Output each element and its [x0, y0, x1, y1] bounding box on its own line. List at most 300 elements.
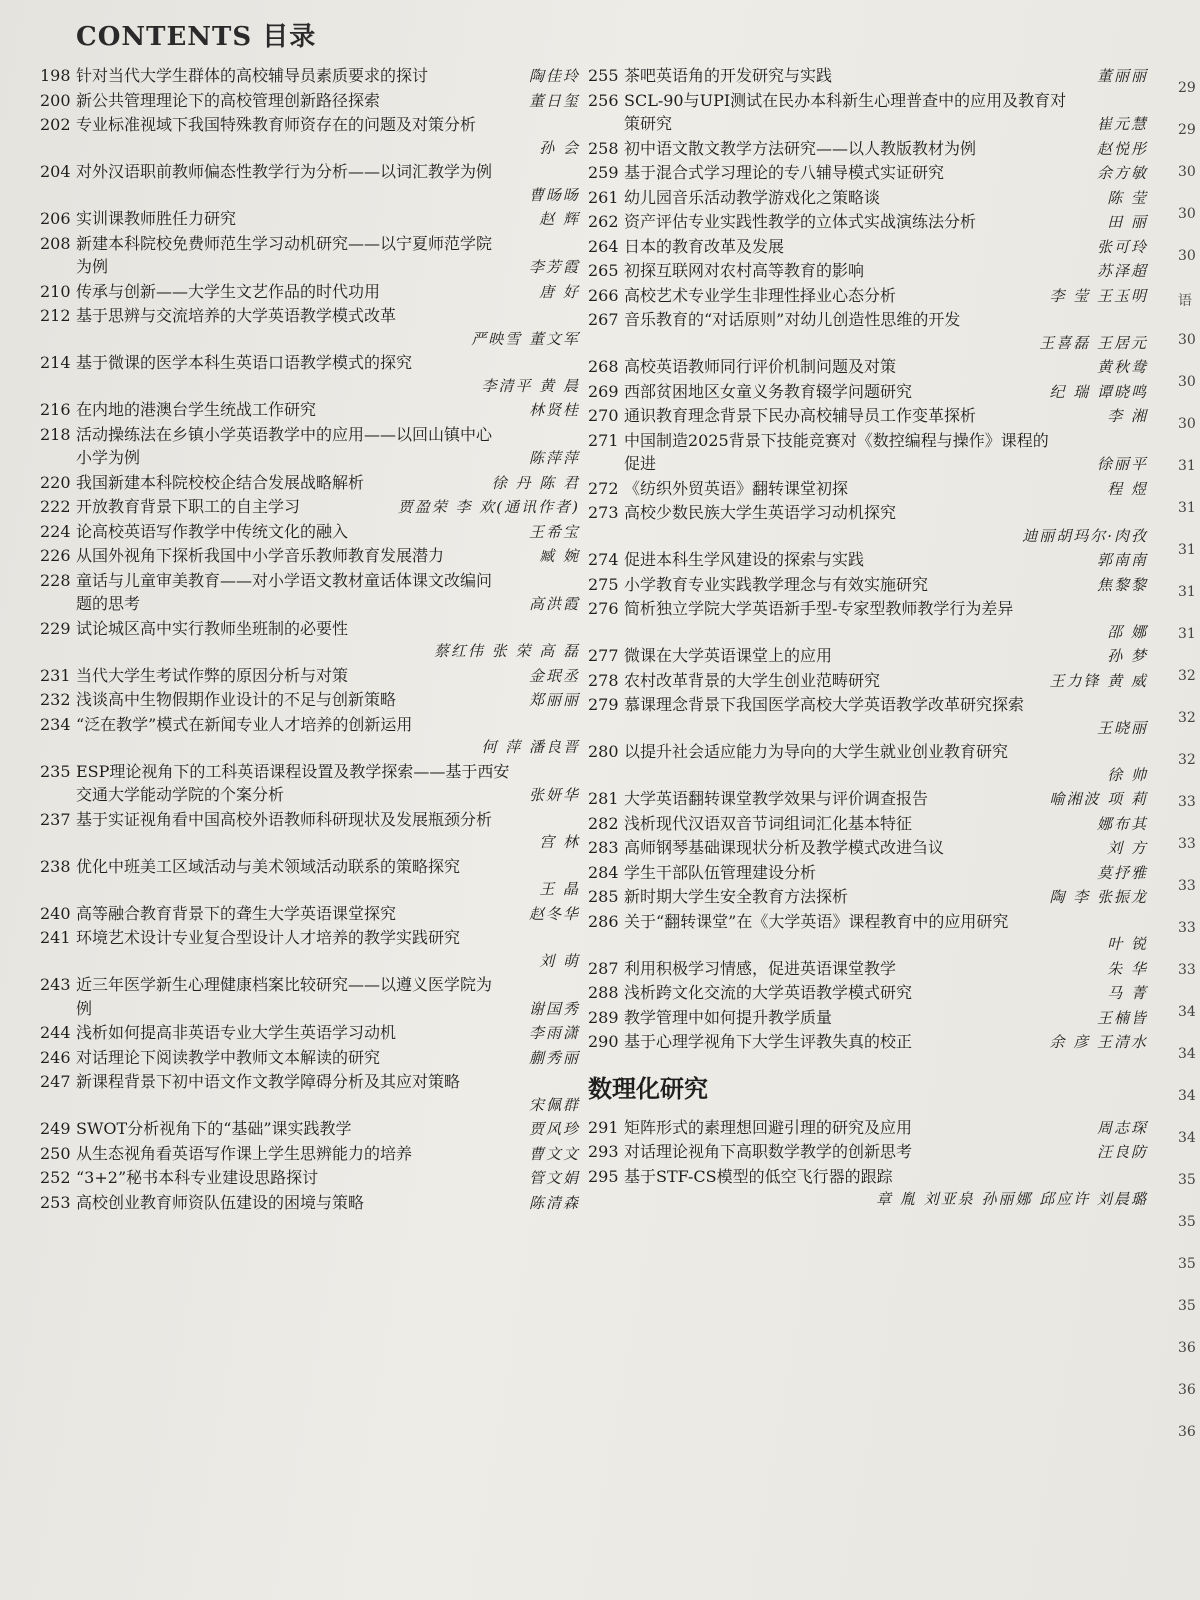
- toc-entry: [588, 787, 1148, 812]
- entry-author: 郑丽丽: [528, 691, 580, 709]
- entry-title: 高校少数民族大学生英语学习动机探究: [624, 503, 897, 522]
- entry-author: 焦黎黎: [1096, 575, 1148, 594]
- edge-fragment: 29: [1178, 122, 1196, 138]
- entry-title: 关于“翻转课堂”在《大学英语》课程教育中的应用研究: [624, 911, 1009, 931]
- edge-fragment: 32: [1178, 668, 1196, 684]
- page-number: 240: [40, 903, 71, 923]
- entry-title: 基于混合式学习理论的专八辅导模式实证研究: [624, 163, 945, 182]
- entry-author: 孙 会: [539, 138, 580, 157]
- toc-entry: [588, 1006, 1148, 1031]
- contents-header: CONTENTS 目录: [76, 22, 317, 52]
- page-number: 212: [40, 306, 71, 325]
- edge-fragment: 35: [1178, 1298, 1196, 1314]
- toc-entry: [40, 1142, 580, 1167]
- entry-author: 徐 丹 陈 君: [491, 473, 580, 492]
- page-number: 266: [588, 285, 619, 305]
- edge-fragment: 30: [1178, 206, 1196, 222]
- page-number: 235: [40, 761, 71, 781]
- entry-author: 邵 娜: [1107, 622, 1148, 641]
- page-number: 210: [40, 281, 71, 301]
- entry-author: 孙 梦: [1107, 647, 1148, 665]
- edge-fragment: 34: [1178, 1046, 1196, 1062]
- edge-fragment: 31: [1178, 584, 1196, 600]
- toc-entry: [588, 573, 1148, 598]
- entry-author: 唐 好: [539, 282, 580, 301]
- entry-author: 曹旸旸: [528, 185, 580, 204]
- page-number: 278: [588, 670, 619, 690]
- entry-title: 近三年医学新生心理健康档案比较研究——以遵义医学院为: [76, 975, 493, 994]
- toc-entry: [40, 64, 580, 89]
- entry-title: 论高校英语写作教学中传统文化的融入: [76, 521, 349, 541]
- toc-entry: [40, 520, 580, 545]
- toc-entry: [588, 740, 1148, 787]
- entry-title: 实训课教师胜任力研究: [76, 209, 237, 228]
- page-number: 253: [40, 1192, 71, 1212]
- entry-author: 田 丽: [1107, 213, 1148, 231]
- toc-entry: [40, 1021, 580, 1046]
- entry-title: 在内地的港澳台学生统战工作研究: [76, 400, 317, 419]
- page-number: 198: [40, 66, 71, 85]
- entry-title: 促进本科生学风建设的探索与实践: [624, 550, 865, 569]
- entry-title-continued: 交通大学能动学院的个案分析: [76, 785, 285, 804]
- toc-entry: [588, 957, 1148, 982]
- page-number: 271: [588, 430, 619, 450]
- entry-title: 基于实证视角看中国高校外语教师科研现状及发展瓶颈分析: [76, 809, 493, 829]
- entry-title: 慕课理念背景下我国医学高校大学英语教学改革研究探索: [624, 695, 1025, 714]
- edge-fragment: 34: [1178, 1130, 1196, 1146]
- entry-title: 农村改革背景的大学生创业范畴研究: [624, 670, 881, 690]
- toc-entry: [588, 693, 1148, 740]
- entry-author: 王 晶: [539, 880, 580, 898]
- entry-title: 对话理论下阅读教学中教师文本解读的研究: [76, 1047, 381, 1067]
- entry-title: 高师钢琴基础课现状分析及教学模式改进刍议: [624, 838, 945, 857]
- entry-title-continued: 促进: [624, 454, 657, 473]
- edge-fragment: 30: [1178, 164, 1196, 180]
- entry-title: 优化中班美工区域活动与美术领域活动联系的策略探究: [76, 856, 461, 876]
- entry-title: 活动操练法在乡镇小学英语教学中的应用——以回山镇中心: [76, 424, 493, 444]
- entry-author: 臧 婉: [539, 547, 580, 565]
- entry-title: 初中语文散文教学方法研究——以人教版教材为例: [624, 138, 977, 158]
- entry-author: 曹文文: [528, 1144, 580, 1163]
- entry-author: 陈萍萍: [528, 449, 580, 467]
- toc-entry: [588, 1116, 1148, 1141]
- entry-title: 初探互联网对农村高等教育的影响: [624, 261, 865, 280]
- section-title: 数理化研究: [588, 1074, 708, 1103]
- entry-author: 陈清森: [528, 1193, 580, 1212]
- toc-entry: [40, 471, 580, 496]
- page-number: 255: [588, 66, 619, 85]
- page-number: 220: [40, 472, 71, 492]
- toc-entry: [40, 760, 580, 808]
- toc-entry: [588, 812, 1148, 837]
- toc-entry: [40, 113, 580, 160]
- entry-author: 余 彦 王清水: [1049, 1033, 1148, 1051]
- page-number: 262: [588, 212, 619, 231]
- entry-author: 徐 帅: [1107, 765, 1148, 784]
- contents-right-column: [588, 64, 1148, 1212]
- contents-left-column: [40, 64, 580, 1215]
- toc-entry: [588, 210, 1148, 235]
- entry-title: 《纺织外贸英语》翻转课堂初探: [624, 478, 849, 498]
- toc-entry: [40, 1191, 580, 1216]
- entry-author: 郭南南: [1096, 551, 1148, 569]
- toc-entry: [588, 477, 1148, 502]
- edge-fragment: 语: [1178, 293, 1192, 309]
- entry-title: 音乐教育的“对话原则”对幼儿创造性思维的开发: [624, 310, 961, 329]
- entry-title: 基于微课的医学本科生英语口语教学模式的探究: [76, 353, 413, 372]
- entry-title: 环境艺术设计专业复合型设计人才培养的教学实践研究: [76, 928, 461, 947]
- page-number: 247: [40, 1072, 71, 1091]
- entry-title: 开放教育背景下职工的自主学习: [76, 497, 301, 516]
- edge-fragment: 33: [1178, 836, 1196, 852]
- entry-author: 李雨潇: [528, 1024, 580, 1042]
- edge-fragment: 32: [1178, 752, 1196, 768]
- entry-author: 李芳霞: [528, 258, 580, 276]
- entry-author: 王楠皆: [1096, 1008, 1148, 1027]
- page-number: 274: [588, 550, 619, 569]
- entry-title: 新公共管理理论下的高校管理创新路径探索: [76, 90, 381, 110]
- toc-entry: [588, 355, 1148, 380]
- toc-entry: [40, 89, 580, 114]
- entry-author: 程 煜: [1107, 479, 1148, 498]
- toc-entry: [588, 259, 1148, 284]
- toc-entry: [588, 64, 1148, 89]
- toc-entry: [40, 713, 580, 760]
- entry-author: 迪丽胡玛尔·肉孜: [1022, 526, 1148, 545]
- toc-entry: [40, 855, 580, 902]
- edge-fragment: 30: [1178, 374, 1196, 390]
- page-number: 289: [588, 1007, 619, 1027]
- entry-author: 黄秋鸯: [1096, 358, 1148, 376]
- page-number: 252: [40, 1168, 71, 1187]
- entry-title: 小学教育专业实践教学理念与有效实施研究: [624, 574, 929, 594]
- entry-title-continued: 策研究: [624, 114, 673, 133]
- toc-entry: [40, 351, 580, 398]
- entry-title: 矩阵形式的素理想回避引理的研究及应用: [624, 1117, 913, 1137]
- toc-entry: [40, 1046, 580, 1071]
- page-number: 270: [588, 406, 619, 425]
- page-number: 265: [588, 261, 619, 280]
- entry-title: SCL-90与UPI测试在民办本科新生心理普查中的应用及教育对: [624, 90, 1067, 110]
- edge-fragment: 33: [1178, 920, 1196, 936]
- entry-author: 徐丽平: [1096, 455, 1148, 473]
- entry-title: 对外汉语职前教师偏态性教学行为分析——以词汇教学为例: [76, 162, 493, 181]
- toc-entry: [588, 235, 1148, 260]
- entry-title: 试论城区高中实行教师坐班制的必要性: [76, 618, 349, 638]
- edge-fragment: 34: [1178, 1088, 1196, 1104]
- toc-entry: [588, 1165, 1148, 1212]
- entry-title: 传承与创新——大学生文艺作品的时代功用: [76, 281, 381, 301]
- entry-author: 汪良防: [1096, 1143, 1148, 1161]
- toc-entry: [40, 423, 580, 471]
- toc-entry: [588, 404, 1148, 429]
- page-number: 218: [40, 424, 71, 444]
- entry-title: “泛在教学”模式在新闻专业人才培养的创新运用: [76, 714, 413, 734]
- entry-title: 新建本科院校免费师范生学习动机研究——以宁夏师范学院: [76, 233, 493, 253]
- page-number: 283: [588, 838, 619, 857]
- edge-fragment: 29: [1178, 80, 1196, 96]
- page-number: 200: [40, 90, 71, 110]
- entry-title: 高校艺术专业学生非理性择业心态分析: [624, 285, 897, 305]
- toc-entry: [40, 280, 580, 305]
- toc-entry: [588, 981, 1148, 1006]
- page-number: 208: [40, 233, 71, 253]
- entry-title: 利用积极学习情感，促进英语课堂教学: [624, 958, 897, 978]
- toc-entry: [40, 207, 580, 232]
- entry-title: 对话理论视角下高职数学教学的创新思考: [624, 1142, 913, 1161]
- toc-entry: [40, 304, 580, 351]
- entry-author: 刘 方: [1107, 839, 1148, 857]
- page-number: 258: [588, 138, 619, 158]
- entry-title: 大学英语翻转课堂教学效果与评价调查报告: [624, 789, 929, 808]
- entry-author: 娜布其: [1096, 814, 1148, 833]
- toc-entry: [588, 1030, 1148, 1055]
- edge-fragment: 31: [1178, 542, 1196, 558]
- edge-fragment: 36: [1178, 1382, 1196, 1398]
- entry-title: 从生态视角看英语写作课上学生思辨能力的培养: [76, 1143, 413, 1163]
- entry-title: 浅析现代汉语双音节词组词汇化基本特征: [624, 813, 913, 833]
- toc-entry: [588, 161, 1148, 186]
- page-number: 268: [588, 357, 619, 376]
- entry-author: 张可玲: [1096, 237, 1148, 256]
- entry-author: 章 胤 刘亚泉 孙丽娜 邱应许 刘晨璐: [876, 1190, 1148, 1208]
- entry-title: 茶吧英语角的开发研究与实践: [624, 66, 833, 85]
- entry-title: 基于思辨与交流培养的大学英语教学模式改革: [76, 306, 397, 325]
- page-number: 272: [588, 478, 619, 498]
- toc-entry: [40, 1117, 580, 1142]
- entry-author: 王力锋 黄 威: [1049, 671, 1148, 690]
- toc-entry: [40, 232, 580, 280]
- entry-author: 赵冬华: [528, 904, 580, 923]
- toc-entry: [588, 380, 1148, 405]
- page-number: 280: [588, 742, 619, 761]
- page-number: 241: [40, 928, 71, 947]
- page-number: 224: [40, 521, 71, 541]
- page-number: 256: [588, 90, 619, 110]
- entry-author: 叶 锐: [1107, 935, 1148, 953]
- toc-entry: [40, 544, 580, 569]
- entry-title: 浅谈高中生物假期作业设计的不足与创新策略: [76, 690, 397, 709]
- page-number: 226: [40, 546, 71, 565]
- page-number: 273: [588, 503, 619, 522]
- entry-author: 蔡红伟 张 荣 高 磊: [433, 642, 580, 660]
- entry-title: 专业标准视域下我国特殊教育师资存在的问题及对策分析: [76, 115, 477, 134]
- entry-author: 崔元慧: [1096, 115, 1148, 133]
- toc-entry: [40, 926, 580, 973]
- entry-title-continued: 为例: [76, 257, 109, 276]
- entry-author: 陈 莹: [1107, 188, 1148, 207]
- entry-author: 余方敏: [1096, 164, 1148, 182]
- entry-author: 宋佩群: [528, 1095, 580, 1114]
- entry-author: 纪 瑞 谭晓鸣: [1049, 382, 1148, 401]
- entry-title: 教学管理中如何提升教学质量: [624, 1007, 833, 1027]
- page-number: 204: [40, 162, 71, 181]
- entry-title: 学生干部队伍管理建设分析: [624, 862, 817, 882]
- page-number: 234: [40, 714, 71, 734]
- page-number: 282: [588, 813, 619, 833]
- page-number: 295: [588, 1166, 619, 1186]
- toc-entry: [40, 398, 580, 423]
- entry-author: 陶 李 张振龙: [1049, 888, 1148, 906]
- entry-author: 赵 辉: [539, 210, 580, 228]
- toc-entry: [588, 137, 1148, 162]
- entry-title: 简析独立学院大学英语新手型-专家型教师教学行为差异: [624, 599, 1014, 618]
- page-number: 246: [40, 1047, 71, 1067]
- entry-author: 张妍华: [528, 786, 580, 804]
- toc-entry: [588, 1140, 1148, 1165]
- entry-author: 董日玺: [528, 91, 580, 110]
- entry-author: 管文娟: [528, 1169, 580, 1187]
- edge-fragment: 31: [1178, 626, 1196, 642]
- toc-entry: [40, 160, 580, 207]
- entry-title: 浅析如何提高非英语专业大学生英语学习动机: [76, 1023, 397, 1042]
- edge-fragment: 31: [1178, 500, 1196, 516]
- page-number: 249: [40, 1119, 71, 1138]
- entry-author: 周志琛: [1096, 1118, 1148, 1137]
- toc-entry: [588, 429, 1148, 477]
- toc-entry: [40, 495, 580, 520]
- entry-title: SWOT分析视角下的“基础”课实践教学: [76, 1119, 352, 1138]
- edge-fragment: 30: [1178, 416, 1196, 432]
- entry-title: 以提升社会适应能力为导向的大学生就业创业教育研究: [624, 742, 1009, 761]
- page-number: 290: [588, 1032, 619, 1051]
- entry-author: 谢国秀: [528, 999, 580, 1018]
- toc-entry: [588, 836, 1148, 861]
- toc-entry: [588, 308, 1148, 355]
- entry-title-continued: 小学为例: [76, 448, 141, 467]
- entry-title: 中国制造2025背景下技能竞赛对《数控编程与操作》课程的: [624, 430, 1049, 450]
- entry-author: 李清平 黄 晨: [481, 376, 580, 395]
- page-number: 231: [40, 665, 71, 685]
- entry-author: 严映雪 董文军: [471, 329, 580, 348]
- page-number: 279: [588, 695, 619, 714]
- page-number: 267: [588, 310, 619, 329]
- toc-entry: [40, 1166, 580, 1191]
- entry-author: 朱 华: [1107, 959, 1148, 978]
- entry-title: 浅析跨文化交流的大学英语教学模式研究: [624, 983, 913, 1002]
- page-number: 269: [588, 381, 619, 401]
- entry-author: 贾盈荣 李 欢(通讯作者): [397, 498, 580, 516]
- edge-fragment: 31: [1178, 458, 1196, 474]
- page-number: 232: [40, 690, 71, 709]
- page-number: 216: [40, 400, 71, 419]
- page-number: 277: [588, 646, 619, 665]
- page-number: 259: [588, 163, 619, 182]
- entry-title: 新时期大学生安全教育方法探析: [624, 887, 849, 906]
- entry-author: 赵悦彤: [1096, 139, 1148, 158]
- entry-title: “3+2”秘书本科专业建设思路探讨: [76, 1168, 319, 1187]
- entry-author: 林贤桂: [528, 401, 580, 419]
- edge-fragment: 30: [1178, 332, 1196, 348]
- page-number: 202: [40, 115, 71, 134]
- edge-fragment: 35: [1178, 1214, 1196, 1230]
- toc-entry: [40, 617, 580, 664]
- page-number: 284: [588, 862, 619, 882]
- entry-author: 王希宝: [528, 522, 580, 541]
- entry-title: 西部贫困地区女童义务教育辍学问题研究: [624, 381, 913, 401]
- edge-fragment: 33: [1178, 794, 1196, 810]
- entry-title: 幼儿园音乐活动教学游戏化之策略谈: [624, 187, 881, 207]
- page-number: 286: [588, 911, 619, 931]
- entry-author: 何 萍 潘良晋: [481, 738, 580, 756]
- page-number: 243: [40, 975, 71, 994]
- page-number: 261: [588, 187, 619, 207]
- page-number: 238: [40, 856, 71, 876]
- toc-entry: [40, 808, 580, 855]
- toc-entry: [40, 688, 580, 713]
- toc-entry: [588, 669, 1148, 694]
- entry-title: 童话与儿童审美教育——对小学语文教材童话体课文改编问: [76, 570, 493, 590]
- toc-entry: [588, 548, 1148, 573]
- entry-author: 董丽丽: [1096, 67, 1148, 85]
- entry-author: 陶佳玲: [528, 67, 580, 85]
- entry-title: 高校创业教育师资队伍建设的困境与策略: [76, 1192, 365, 1212]
- page-number: 275: [588, 574, 619, 594]
- page-number: 293: [588, 1142, 619, 1161]
- edge-fragment: 35: [1178, 1256, 1196, 1272]
- toc-entry: [588, 284, 1148, 309]
- edge-fragment: 34: [1178, 1004, 1196, 1020]
- page-number: 206: [40, 209, 71, 228]
- entry-title: 高校英语教师同行评价机制问题及对策: [624, 357, 897, 376]
- entry-title-continued: 例: [76, 998, 93, 1018]
- page-number: 264: [588, 236, 619, 256]
- toc-entry: [588, 186, 1148, 211]
- edge-fragment: 30: [1178, 248, 1196, 264]
- page-number: 222: [40, 497, 71, 516]
- toc-entry: [588, 910, 1148, 957]
- toc-entry: [40, 973, 580, 1021]
- page-number: 244: [40, 1023, 71, 1042]
- toc-entry: [40, 902, 580, 927]
- entry-title: 从国外视角下探析我国中小学音乐教师教育发展潜力: [76, 546, 445, 565]
- page-number: 250: [40, 1143, 71, 1163]
- toc-entry: [40, 664, 580, 689]
- page-number: 228: [40, 570, 71, 590]
- page-number: 276: [588, 599, 619, 618]
- edge-fragment: 33: [1178, 878, 1196, 894]
- page-number: 229: [40, 618, 71, 638]
- toc-entry: [588, 861, 1148, 886]
- page-number: 285: [588, 887, 619, 906]
- entry-author: 李 湘: [1107, 407, 1148, 425]
- toc-entry: [40, 1070, 580, 1117]
- entry-author: 莫抒雅: [1096, 863, 1148, 882]
- edge-fragment: 32: [1178, 710, 1196, 726]
- entry-author: 喻湘波 项 莉: [1049, 790, 1148, 808]
- toc-entry: [588, 885, 1148, 910]
- page-number: 281: [588, 789, 619, 808]
- entry-title: 高等融合教育背景下的聋生大学英语课堂探究: [76, 903, 397, 923]
- entry-author: 刘 萌: [539, 951, 580, 970]
- edge-fragment: 36: [1178, 1424, 1196, 1440]
- toc-entry: [40, 569, 580, 617]
- entry-title: 基于STF-CS模型的低空飞行器的跟踪: [624, 1166, 893, 1186]
- entry-author: 宫 林: [539, 833, 580, 851]
- entry-author: 贾风珍: [528, 1120, 580, 1138]
- entry-title-continued: 题的思考: [76, 594, 141, 613]
- entry-title: 我国新建本科院校校企结合发展战略解析: [76, 472, 365, 492]
- toc-entry: [588, 501, 1148, 548]
- entry-title: 基于心理学视角下大学生评教失真的校正: [624, 1032, 913, 1051]
- edge-fragment: 35: [1178, 1172, 1196, 1188]
- entry-title: ESP理论视角下的工科英语课程设置及教学探索——基于西安: [76, 761, 510, 781]
- toc-entry: [588, 644, 1148, 669]
- page-number: 291: [588, 1117, 619, 1137]
- entry-author: 金珉丞: [528, 666, 580, 685]
- page-number: 288: [588, 983, 619, 1002]
- entry-author: 高洪霞: [528, 595, 580, 613]
